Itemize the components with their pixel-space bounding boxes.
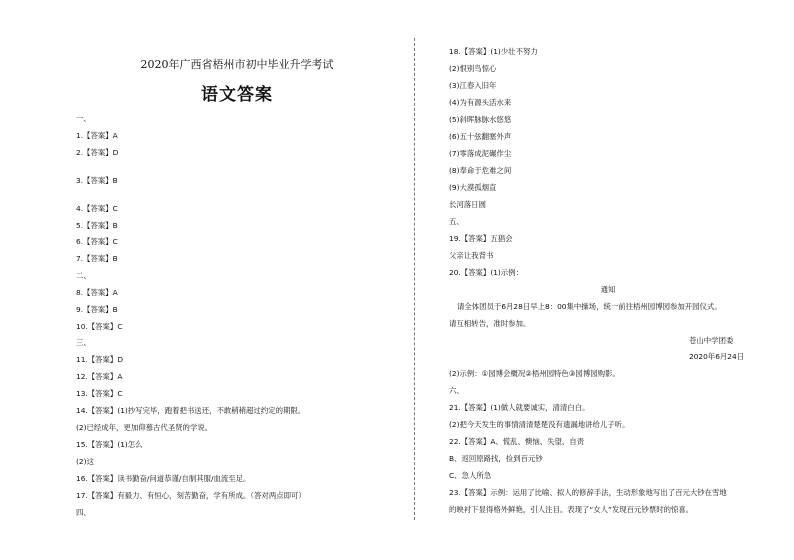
section-heading-2: 二、 bbox=[76, 271, 91, 280]
answer-1: 1.【答案】A bbox=[76, 131, 118, 140]
section-heading-4: 四、 bbox=[76, 508, 91, 517]
section-heading-6: 六、 bbox=[449, 386, 464, 395]
exam-title: 2020年广西省梧州市初中毕业升学考试 bbox=[140, 58, 334, 71]
notice-title: 通知 bbox=[600, 285, 616, 294]
answer-12: 12.【答案】A bbox=[76, 372, 123, 381]
section-heading-3: 三、 bbox=[76, 338, 91, 347]
answer-19-part-1: 19.【答案】五猖会 bbox=[449, 234, 513, 243]
column-divider bbox=[414, 38, 415, 520]
answer-2: 2.【答案】D bbox=[76, 148, 119, 157]
answer-20-part-2: (2)示例：①园博会概况②梧州园特色③园博园购影。 bbox=[449, 369, 620, 378]
answer-10: 10.【答案】C bbox=[76, 322, 123, 331]
answer-11: 11.【答案】D bbox=[76, 355, 124, 364]
answer-21-part-1: 21.【答案】(1)做人就要诚实，清清白白。 bbox=[449, 403, 590, 412]
answer-18-part-1: 18.【答案】(1)少壮不努力 bbox=[449, 47, 538, 56]
answer-18-part-8: (8)奉命于危难之间 bbox=[449, 166, 512, 175]
notice-body-line-2: 请互相转告，准时参加。 bbox=[449, 319, 531, 328]
answer-8: 8.【答案】A bbox=[76, 288, 118, 297]
notice-signature: 苍山中学团委 bbox=[689, 336, 734, 345]
answer-22-part-b: B、返回原路找，捡到百元钞 bbox=[449, 454, 543, 463]
answer-22-part-a: 22.【答案】A、慌乱、懊恼、失望、自责 bbox=[449, 437, 585, 446]
answer-7: 7.【答案】B bbox=[76, 254, 118, 263]
answer-4: 4.【答案】C bbox=[76, 204, 118, 213]
answer-15-part-2: (2)这 bbox=[76, 457, 94, 466]
notice-body-line-1: 请全体团员于6月28日早上8：00集中操场，统一前往梧州园博园参加开园仪式。 bbox=[457, 302, 722, 311]
answer-20-part-1: 20.【答案】(1)示例： bbox=[449, 268, 523, 277]
answer-18-part-3: (3)江春入旧年 bbox=[449, 81, 497, 90]
answer-16: 16.【答案】读书勤奋/问道恭谨/自制其服/血流至足。 bbox=[76, 474, 251, 483]
answer-18-part-10: 长河落日圆 bbox=[449, 200, 486, 209]
answer-5: 5.【答案】B bbox=[76, 221, 118, 230]
document-title: 语文答案 bbox=[201, 85, 273, 105]
section-heading-5: 五、 bbox=[449, 217, 464, 226]
answer-18-part-9: (9)大漠孤烟直 bbox=[449, 183, 497, 192]
answer-14-part-2: (2)已经成年，更加仰慕古代圣贤的学说。 bbox=[76, 423, 213, 432]
answer-17: 17.【答案】有毅力、有恒心，刻苦勤奋，学有所成。（答对两点即可） bbox=[76, 491, 306, 500]
answer-18-part-4: (4)为有源头活水来 bbox=[449, 98, 512, 107]
answer-6: 6.【答案】C bbox=[76, 237, 118, 246]
answer-14-part-1: 14.【答案】(1)抄写完毕，跑着把书送还，不敢稍稍超过约定的期限。 bbox=[76, 406, 306, 415]
section-heading-1: 一、 bbox=[76, 114, 91, 123]
answer-9: 9.【答案】B bbox=[76, 305, 118, 314]
answer-3: 3.【答案】B bbox=[76, 176, 118, 185]
answer-13: 13.【答案】C bbox=[76, 389, 123, 398]
answer-18-part-2: (2)恨别鸟惊心 bbox=[449, 64, 497, 73]
answer-22-part-c: C、急人所急 bbox=[449, 471, 492, 480]
answer-15-part-1: 15.【答案】(1)怎么 bbox=[76, 440, 143, 449]
answer-18-part-7: (7)零落成泥碾作尘 bbox=[449, 149, 512, 158]
answer-21-part-2: (2)把今天发生的事情清清楚楚没有遗漏地讲给儿子听。 bbox=[449, 420, 630, 429]
notice-date: 2020年6月24日 bbox=[689, 352, 745, 361]
answer-18-part-5: (5)斜晖脉脉水悠悠 bbox=[449, 115, 512, 124]
answer-19-part-2: 父亲让我背书 bbox=[449, 251, 494, 260]
answer-23-line-1: 23.【答案】示例：运用了比喻、拟人的修辞手法，生动形象地写出了百元大钞在雪地 bbox=[449, 488, 727, 497]
answer-18-part-6: (6)五十弦翻塞外声 bbox=[449, 132, 512, 141]
answer-23-line-2: 的映衬下显得格外鲜艳，引人注目。表现了“女人”发现百元钞票时的惊喜。 bbox=[449, 505, 694, 514]
